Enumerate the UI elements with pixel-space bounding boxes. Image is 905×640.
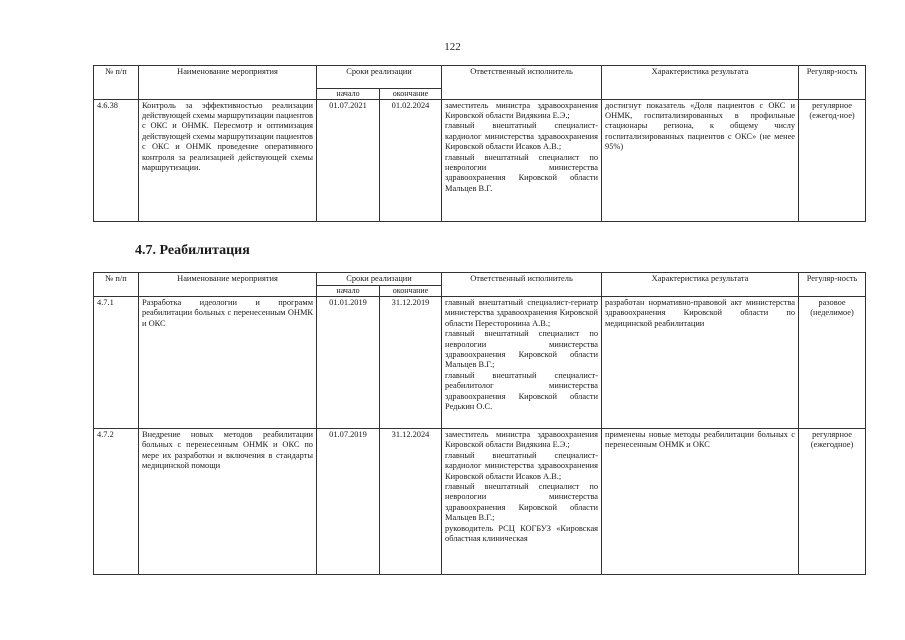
- activities-table-top: [93, 65, 866, 222]
- row-num: 4.7.2: [94, 429, 139, 575]
- executor-line: главный внештатный специалист-гериатр министерства здравоохранения Кировской области Пересторонина А.В.;: [445, 298, 599, 328]
- page-number: 122: [444, 41, 461, 53]
- header-result: Характеристика результата: [602, 66, 799, 100]
- section-heading: 4.7. Реабилитация: [135, 243, 250, 258]
- row-num: 4.6.38: [94, 99, 139, 221]
- header-period: Сроки реализации: [317, 66, 442, 89]
- executor-line: главный внештатный специалист по неврологии министерства здравоохранения Кировской области Мальцев В.Г.;: [445, 329, 599, 370]
- row-start: 01.07.2019: [317, 429, 380, 575]
- header-end: окончание: [380, 286, 442, 297]
- executor-line: главный внештатный специалист-реабилитолог министерства здравоохранения Кировской области Редькин О.С.: [445, 370, 599, 412]
- header-executor: Ответственный исполнитель: [442, 273, 602, 297]
- row-name: Внедрение новых методов реабилитации больных с перенесенным ОНМК и ОКС по мере их разработки и включения в стандарты медицинской помощи: [139, 429, 317, 575]
- row-num: 4.7.1: [94, 297, 139, 429]
- header-regularity: Регуляр-ность: [799, 66, 866, 100]
- row-regularity: регулярное (ежегод-ное): [799, 99, 866, 221]
- activities-table-rehab: [93, 272, 866, 575]
- executor-line: заместитель министра здравоохранения Кировской области Видякина Е.Э.;: [445, 430, 599, 450]
- header-start: начало: [317, 89, 380, 100]
- executor-line: главный внештатный специалист-кардиолог министерства здравоохранения Кировской области Исаков А.В.;: [445, 450, 599, 481]
- header-num: № п/п: [94, 66, 139, 100]
- row-result: применены новые методы реабилитации больных с перенесенным ОНМК и ОКС: [602, 429, 799, 575]
- row-regularity: разовое (неделимое): [799, 297, 866, 429]
- header-executor: Ответственный исполнитель: [442, 66, 602, 100]
- header-period: Сроки реализации: [317, 273, 442, 286]
- header-end: окончание: [380, 89, 442, 100]
- executor-line: главный внештатный специалист по неврологии министерства здравоохранения Кировской области Мальцев В.Г.: [445, 152, 599, 193]
- row-start: 01.01.2019: [317, 297, 380, 429]
- row-end: 31.12.2019: [380, 297, 442, 429]
- header-num: № п/п: [94, 273, 139, 297]
- header-start: начало: [317, 286, 380, 297]
- row-name: Разработка идеологии и программ реабилитации больных с перенесенным ОНМК и ОКС: [139, 297, 317, 429]
- row-regularity: регулярное (ежегодное): [799, 429, 866, 575]
- row-executor: [442, 297, 602, 429]
- table-row: [94, 99, 866, 221]
- executor-line: главный внештатный специалист-кардиолог министерства здравоохранения Кировской области Исаков А.В.;: [445, 121, 599, 152]
- row-name: Контроль за эффективностью реализации действующей схемы маршрутизации пациентов с ОКС и ОНМК. Пересмотр и оптимизация действующей схемы маршрутизации пациентов с ОКС и ОНМК проведение оперативного контроля за реализацией действующей схемы маршрутизации.: [139, 99, 317, 221]
- header-result: Характеристика результата: [602, 273, 799, 297]
- executor-line: руководитель РСЦ КОГБУЗ «Кировская областная клиническая: [445, 523, 599, 544]
- row-end: 31.12.2024: [380, 429, 442, 575]
- header-name: Наименование мероприятия: [139, 273, 317, 297]
- row-result: разработан нормативно-правовой акт министерства здравоохранения Кировской области по медицинской реабилитации: [602, 297, 799, 429]
- table-row: [94, 297, 866, 429]
- header-regularity: Регуляр-ность: [799, 273, 866, 297]
- row-start: 01.07.2021: [317, 99, 380, 221]
- row-end: 01.02.2024: [380, 99, 442, 221]
- row-executor: [442, 429, 602, 575]
- row-result: достигнут показатель «Доля пациентов с ОКС и ОНМК, госпитализированных в профильные стационары региона, к общему числу госпитализированных пациентов с ОКС» (не менее 95%): [602, 99, 799, 221]
- row-executor: [442, 99, 602, 221]
- executor-line: заместитель министра здравоохранения Кировской области Видякина Е.Э.;: [445, 100, 599, 120]
- header-name: Наименование мероприятия: [139, 66, 317, 100]
- table-row: [94, 429, 866, 575]
- executor-line: главный внештатный специалист по неврологии министерства здравоохранения Кировской области Мальцев В.Г.;: [445, 482, 599, 523]
